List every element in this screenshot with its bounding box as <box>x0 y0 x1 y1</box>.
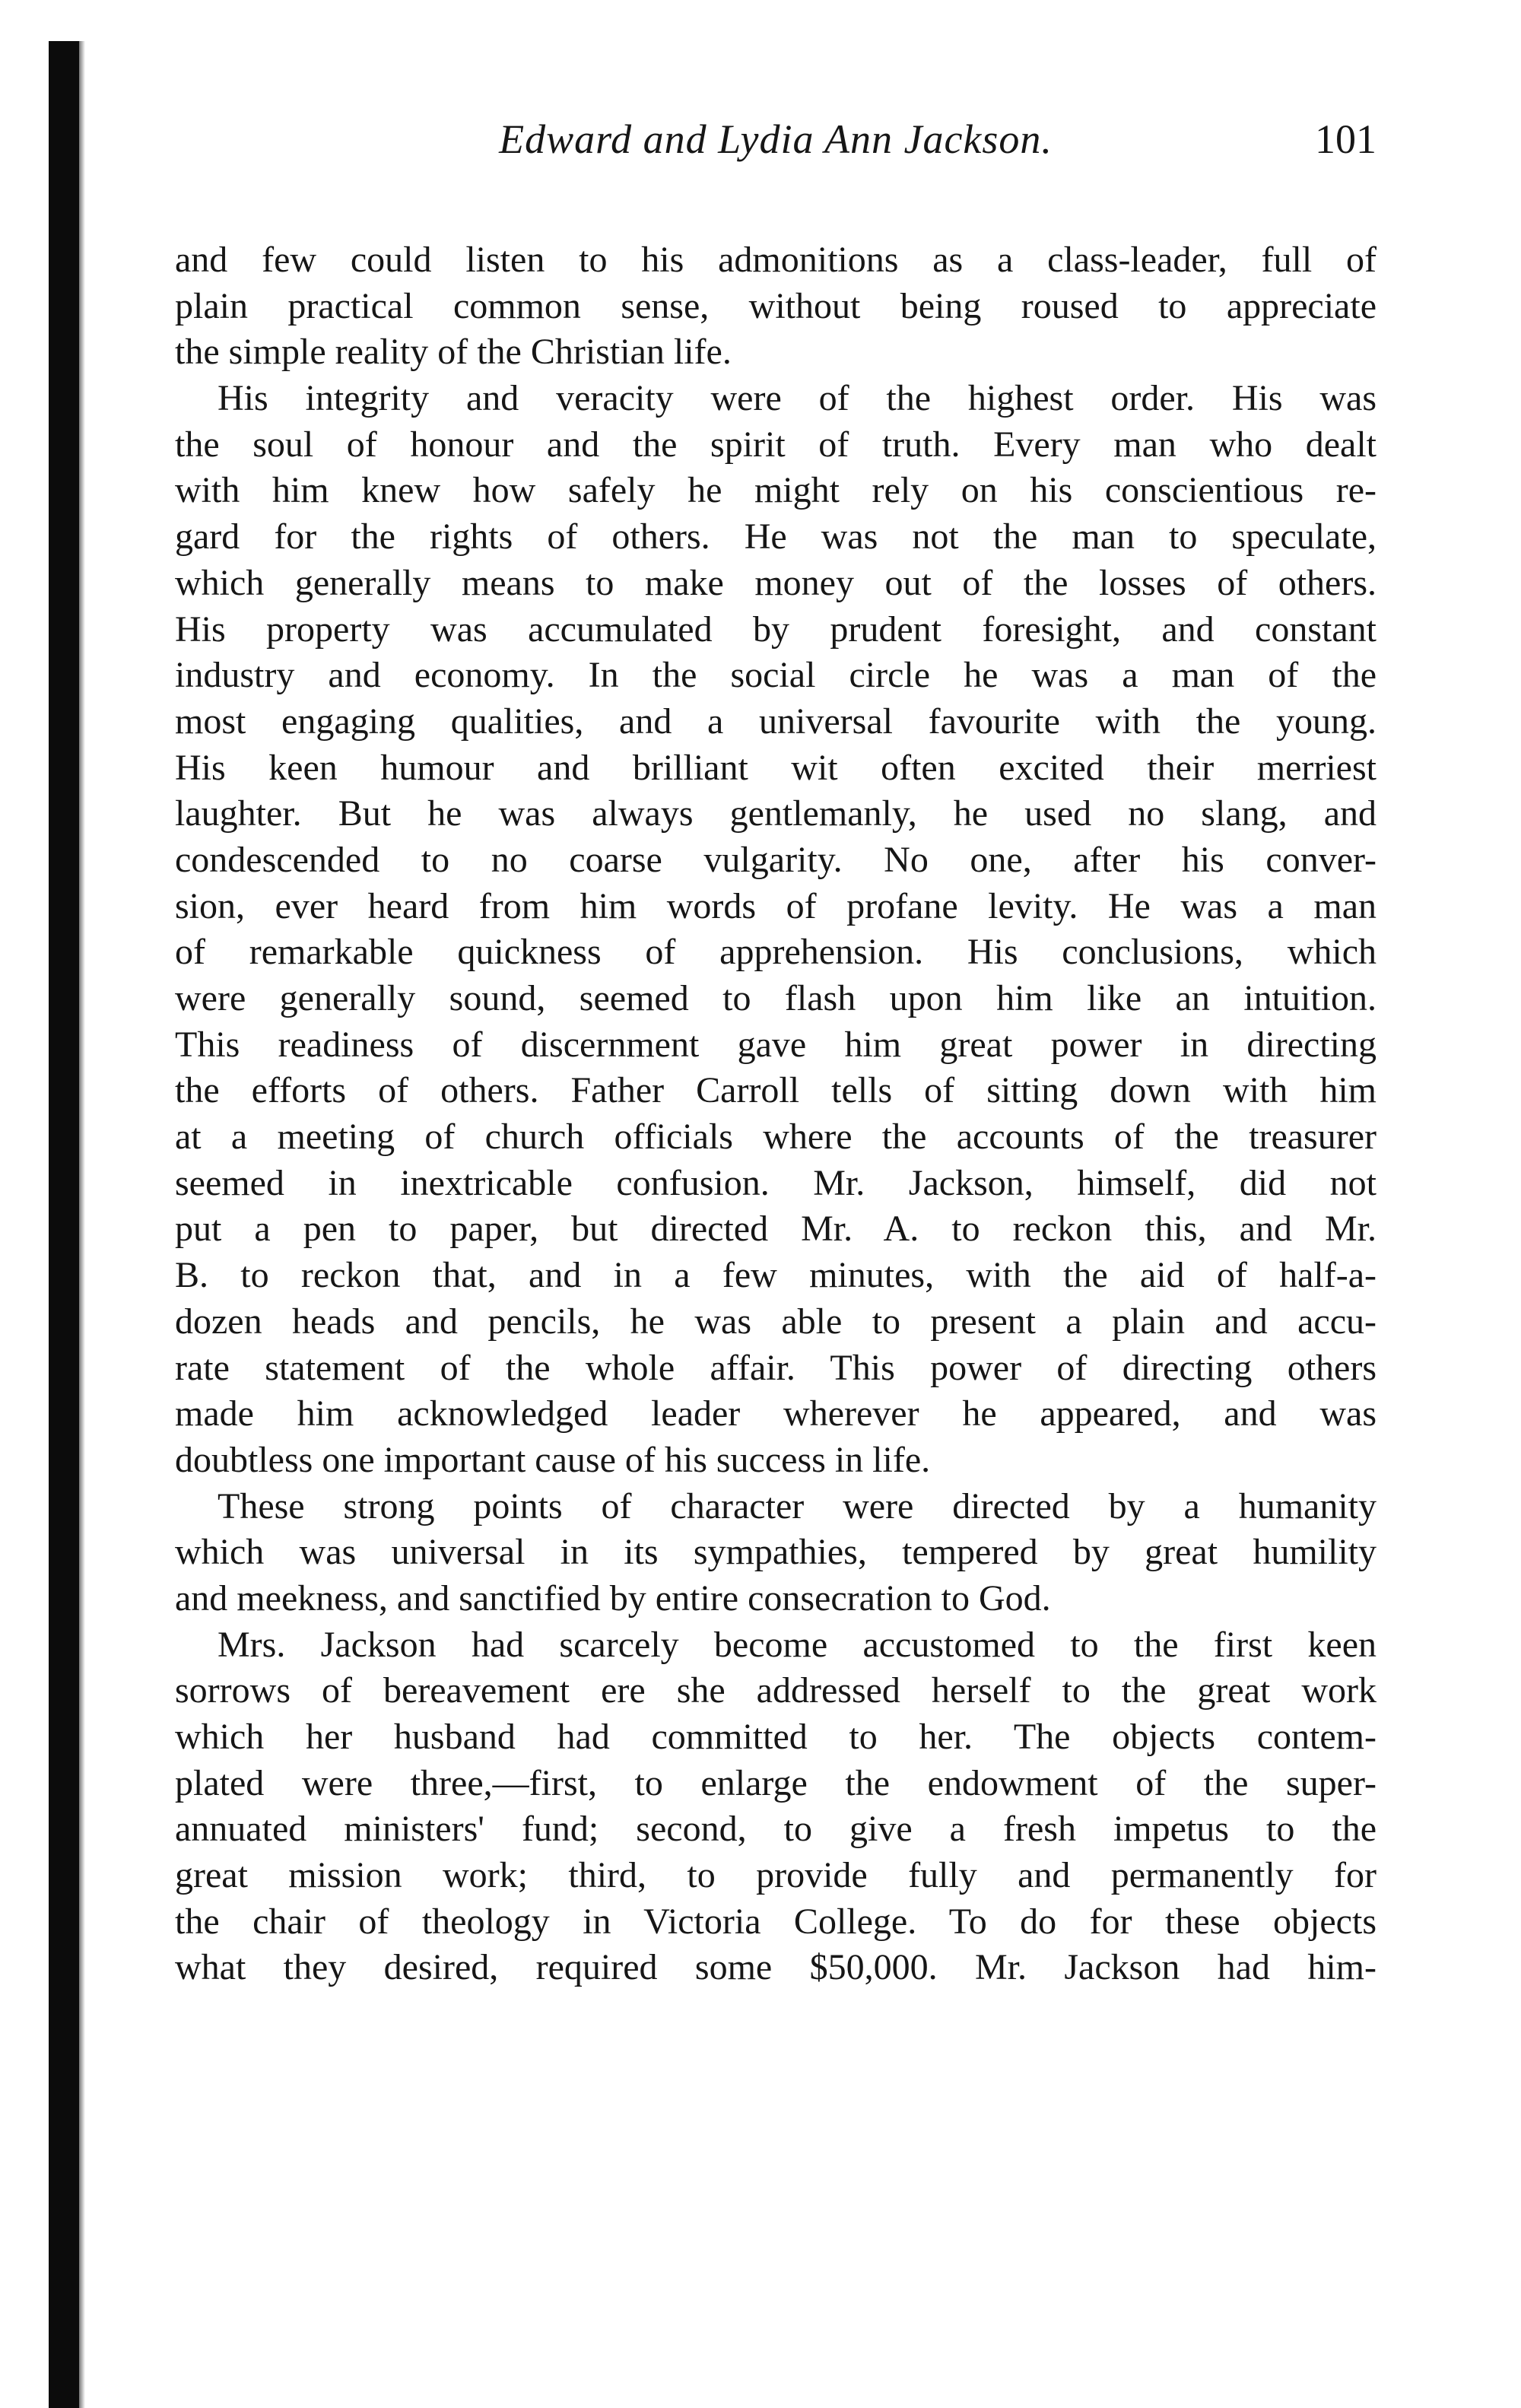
text-line: were generally sound, seemed to flash upon him like an intuition. <box>175 978 1377 1018</box>
text-line: the soul of honour and the spirit of truth. Every man who dealt <box>175 424 1377 465</box>
text-line: sion, ever heard from him words of profane levity. He was a man <box>175 885 1377 926</box>
text-line: gard for the rights of others. He was not the man to speculate, <box>175 516 1377 558</box>
text-line: the chair of theology in Victoria College. To do for these objects <box>175 1901 1377 1942</box>
text-line: and few could listen to his admonitions as a class-leader, full of <box>175 240 1377 280</box>
text-line: seemed in inextricable confusion. Mr. Jackson, himself, did not <box>175 1162 1377 1203</box>
text-line: most engaging qualities, and a universal favourite with the young. <box>175 700 1377 742</box>
text-line: His property was accumulated by prudent foresight, and constant <box>175 608 1377 650</box>
running-title: Edward and Lydia Ann Jackson. <box>499 116 1053 162</box>
scan-binding-edge <box>49 41 79 2408</box>
text-line: These strong points of character were directed by a humanity <box>218 1485 1377 1526</box>
text-line: plain practical common sense, without being roused to appreciate <box>175 285 1377 326</box>
text-line: B. to reckon that, and in a few minutes, with the aid of half-a- <box>175 1255 1377 1296</box>
text-line: This readiness of discernment gave him great power in directing <box>175 1024 1377 1065</box>
text-line: of remarkable quickness of apprehension. His conclusions, which <box>175 932 1377 973</box>
text-line: condescended to no coarse vulgarity. No one, after his conver- <box>175 839 1377 880</box>
text-line: the simple reality of the Christian life. <box>175 332 732 373</box>
text-line: sorrows of bereavement ere she addressed herself to the great work <box>175 1670 1377 1711</box>
text-line: which generally means to make money out of the losses of others. <box>175 562 1377 603</box>
text-line: rate statement of the whole affair. This power of directing others <box>175 1347 1377 1388</box>
text-line: His integrity and veracity were of the highest order. His was <box>218 378 1377 419</box>
text-line: plated were three,—first, to enlarge the endowment of the super- <box>175 1762 1377 1803</box>
text-line: dozen heads and pencils, he was able to present a plain and accu- <box>175 1301 1377 1342</box>
text-line: at a meeting of church officials where the accounts of the treasurer <box>175 1117 1377 1158</box>
text-line: doubtless one important cause of his success in life. <box>175 1439 931 1480</box>
text-line: industry and economy. In the social circle he was a man of the <box>175 655 1377 696</box>
text-line: with him knew how safely he might rely on his conscientious re- <box>175 470 1377 511</box>
text-line: Mrs. Jackson had scarcely become accustomed to the first keen <box>218 1624 1377 1665</box>
text-line: what they desired, required some $50,000. Mr. Jackson had him- <box>175 1947 1377 1988</box>
body-text <box>175 237 1377 1991</box>
text-line: which her husband had committed to her. The objects contem- <box>175 1717 1377 1757</box>
text-line: made him acknowledged leader wherever he appeared, and was <box>175 1393 1377 1434</box>
text-line: and meekness, and sanctified by entire consecration to God. <box>175 1577 1051 1619</box>
text-line: His keen humour and brilliant wit often excited their merriest <box>175 747 1377 788</box>
text-line: put a pen to paper, but directed Mr. A. to reckon this, and Mr. <box>175 1209 1377 1250</box>
text-line: the efforts of others. Father Carroll tells of sitting down with him <box>175 1070 1377 1111</box>
text-line: laughter. But he was always gentlemanly, he used no slang, and <box>175 793 1377 834</box>
page-number: 101 <box>1315 116 1377 162</box>
text-line: great mission work; third, to provide fully and permanently for <box>175 1855 1377 1896</box>
scan-binding-shadow <box>79 41 85 2408</box>
text-line: which was universal in its sympathies, tempered by great humility <box>175 1532 1377 1573</box>
running-head <box>175 116 1377 192</box>
text-line: annuated ministers' fund; second, to give a fresh impetus to the <box>175 1809 1377 1850</box>
